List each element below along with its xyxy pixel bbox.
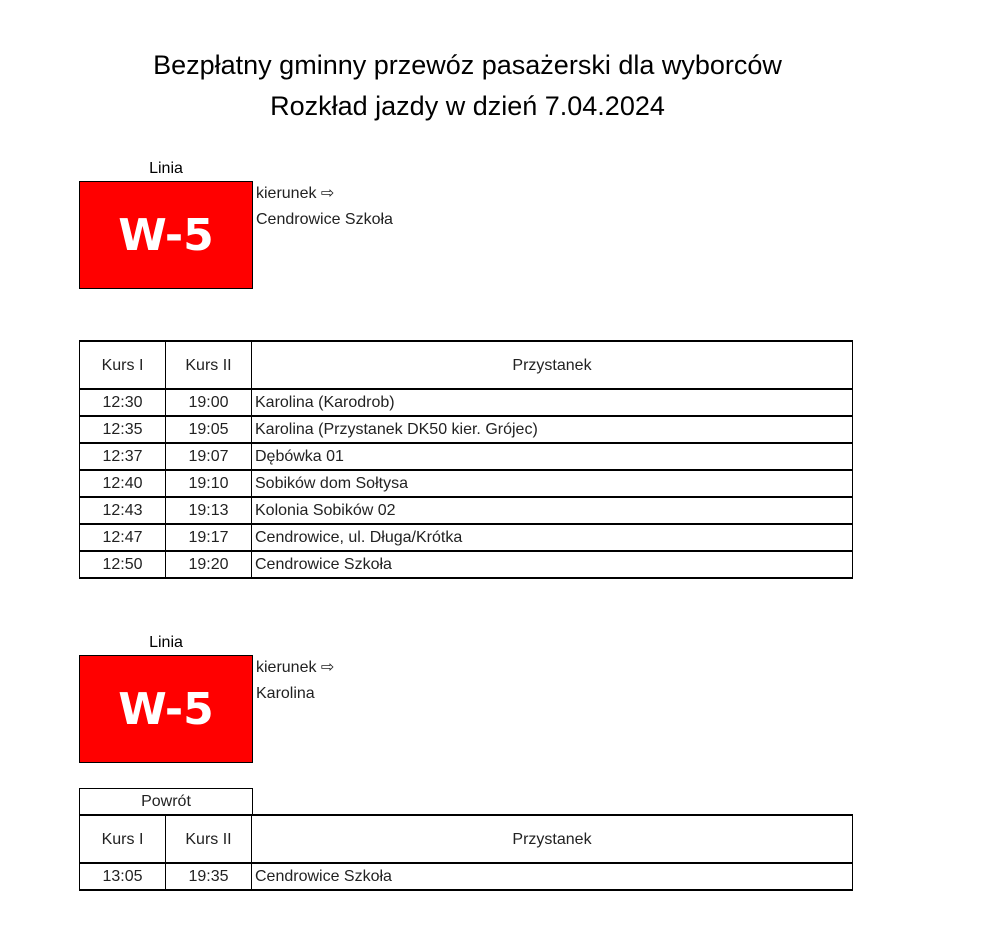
linia-label-2: Linia (149, 634, 183, 651)
direction-1 (256, 181, 393, 233)
direction-label-1: kierunek ⇨ (256, 185, 335, 202)
line-badge-2: W-5 (79, 655, 253, 763)
kurs2-cell: 19:00 (166, 389, 252, 416)
kurs2-cell: 19:20 (166, 551, 252, 578)
page-title: Bezpłatny gminny przewóz pasażerski dla wyborców (153, 50, 782, 80)
stop-cell: Cendrowice Szkoła (252, 863, 853, 890)
kurs1-cell: 12:40 (80, 470, 166, 497)
header-kurs2: Kurs II (166, 341, 252, 389)
table-row (80, 497, 853, 524)
header-kurs1: Kurs I (80, 815, 166, 863)
kurs1-cell: 12:47 (80, 524, 166, 551)
table-row (80, 863, 853, 890)
kurs2-cell: 19:13 (166, 497, 252, 524)
table-header-row (80, 815, 853, 863)
stop-cell: Karolina (Przystanek DK50 kier. Grójec) (252, 416, 853, 443)
kurs2-cell: 19:35 (166, 863, 252, 890)
kurs1-cell: 12:43 (80, 497, 166, 524)
header-stop: Przystanek (252, 341, 853, 389)
header-stop: Przystanek (252, 815, 853, 863)
powrot-label: Powrót (79, 788, 253, 815)
stop-cell: Karolina (Karodrob) (252, 389, 853, 416)
kurs1-cell: 12:37 (80, 443, 166, 470)
stop-cell: Kolonia Sobików 02 (252, 497, 853, 524)
table-row (80, 470, 853, 497)
kurs2-cell: 19:17 (166, 524, 252, 551)
kurs1-cell: 12:35 (80, 416, 166, 443)
direction-value-2: Karolina (256, 685, 315, 702)
stop-cell: Cendrowice Szkoła (252, 551, 853, 578)
header-kurs2: Kurs II (166, 815, 252, 863)
page-subtitle: Rozkład jazdy w dzień 7.04.2024 (270, 91, 665, 121)
schedule-table-2 (79, 814, 853, 891)
stop-cell: Cendrowice, ul. Długa/Krótka (252, 524, 853, 551)
direction-2 (256, 655, 334, 707)
kurs1-cell: 12:50 (80, 551, 166, 578)
line-badge-1: W-5 (79, 181, 253, 289)
table-row (80, 443, 853, 470)
header-kurs1: Kurs I (80, 341, 166, 389)
table-header-row (80, 341, 853, 389)
table-row (80, 416, 853, 443)
linia-label-1: Linia (149, 160, 183, 177)
table-row (80, 551, 853, 578)
kurs1-cell: 12:30 (80, 389, 166, 416)
schedule-table-1 (79, 340, 853, 579)
direction-value-1: Cendrowice Szkoła (256, 211, 393, 228)
table-row (80, 524, 853, 551)
kurs2-cell: 19:10 (166, 470, 252, 497)
kurs1-cell: 13:05 (80, 863, 166, 890)
kurs2-cell: 19:07 (166, 443, 252, 470)
stop-cell: Sobików dom Sołtysa (252, 470, 853, 497)
stop-cell: Dębówka 01 (252, 443, 853, 470)
table-row (80, 389, 853, 416)
kurs2-cell: 19:05 (166, 416, 252, 443)
direction-label-2: kierunek ⇨ (256, 659, 335, 676)
